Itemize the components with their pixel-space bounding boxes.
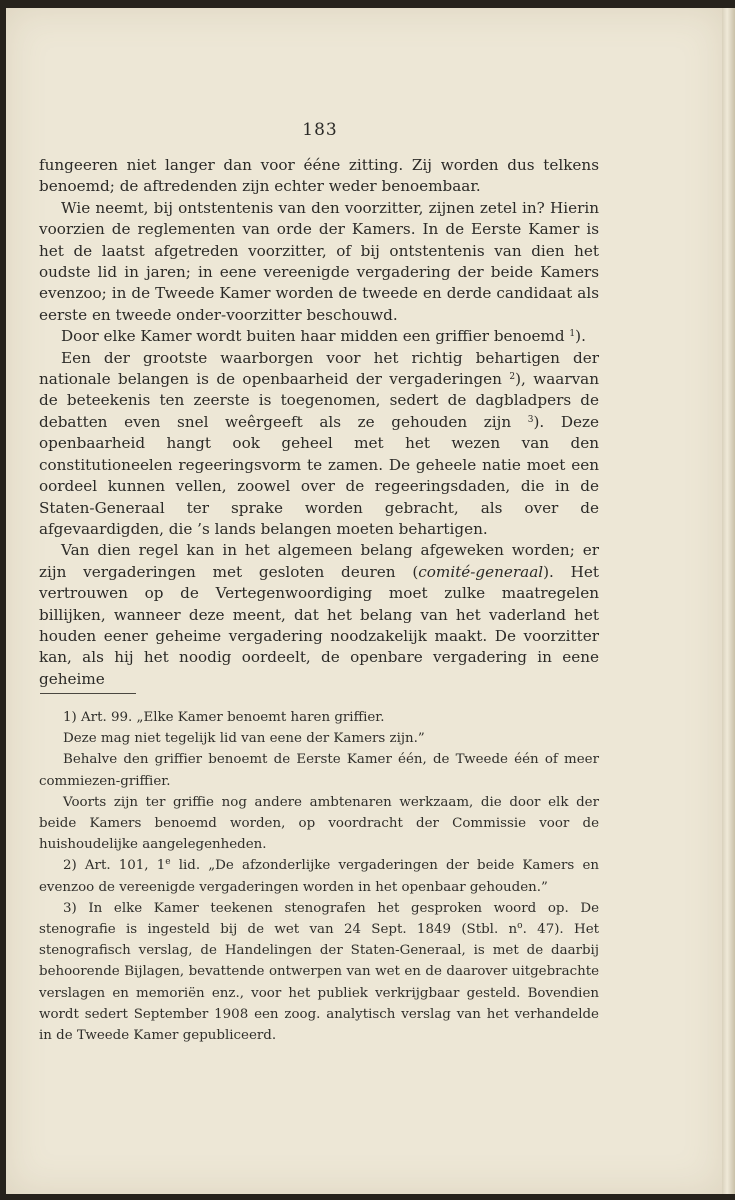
footnote-3-text-b: . 47). Het stenografisch verslag, de Handelingen der Staten-Generaal, is met de daarbij behoorende Bijlagen, bevattende ontwerpen van wet en de daarover uitgebrachte verslagen en memoriën enz., voor het publiek verkrijgbaar gesteld. Bovendien wordt sedert September 1908 een zoog. analytisch verslag van het verhandelde in de Tweede Kamer gepubliceerd.: [39, 922, 599, 1044]
paragraph-2: Wie neemt, bij ontstentenis van den voorzitter, zijnen zetel in? Hierin voorzien de reglementen van orde der Kamers. In de Eerste Kamer is het de laatst afgetreden voorzitter, of bij ontstentenis van dien het oudste lid in jaren; in eene vereenigde vergadering der beide Kamers evenzoo; in de Tweede Kamer worden de tweede en derde candidaat als eerste en tweede onder-voorzitter beschouwd.: [39, 198, 599, 324]
paragraph-3-text: Door elke Kamer wordt buiten haar midden een griffier benoemd: [61, 327, 565, 346]
paragraph-4-text-a: Een der grootste waarborgen voor het richtig behartigen der nationale belangen is de openbaarheid der vergaderingen: [39, 348, 599, 389]
footnote-1-line-2: Deze mag niet tegelijk lid van eene der Kamers zijn.”: [63, 731, 425, 747]
paragraph-5-italic: comité-generaal: [418, 562, 544, 581]
footnote-divider: [40, 693, 136, 694]
body-text: [39, 155, 599, 690]
paragraph-4: [39, 348, 599, 541]
paragraph-5-text-a: Van dien regel kan in het algemeen belang afgeweken worden; er zijn vergaderingen met gesloten deuren (: [39, 541, 599, 581]
paragraph-4-text-b: ), waarvan de beteekenis ten zeerste is toegenomen, sedert de dagbladpers de debatten even snel weêrgeeft als ze gehouden zijn: [39, 370, 600, 431]
paragraph-5-text-b: ). Het vertrouwen op de Vertegenwoordiging moet zulke maatregelen billijken, wanneer deze meent, dat het belang van het vaderland het houden eener geheime vergadering noodzakelijk maakt. De voorzitter kan, als hij het noodig oordeelt, de openbare vergadering in eene geheime: [39, 562, 599, 688]
footnote-3-sup: o: [517, 921, 523, 932]
footnotes: [39, 707, 599, 1046]
page-number: 183: [302, 120, 338, 140]
footnote-2: [39, 855, 599, 897]
paragraph-1: fungeeren niet langer dan voor ééne zitting. Zij worden dus telkens benoemd; de aftredenden zijn echter weder benoembaar.: [39, 156, 599, 196]
footnote-ref-3: 3: [527, 414, 534, 425]
footnote-2-text-a: 2) Art. 101, 1: [63, 858, 166, 874]
footnote-ref-2: 2: [509, 372, 516, 383]
paragraph-5: [39, 540, 599, 690]
footnote-3-text-a: 3) In elke Kamer teekenen stenografen het gesproken woord op. De stenografie is ingesteld bij de wet van 24 Sept. 1849 (Stbl. n: [39, 900, 599, 938]
paragraph-3-end: ).: [575, 327, 586, 346]
footnote-ref-1: 1: [569, 329, 576, 340]
page-edge: [722, 8, 735, 1194]
footnote-2-sup: e: [165, 857, 171, 868]
footnote-3: [39, 898, 599, 1046]
footnote-1-line-1: 1) Art. 99. „Elke Kamer benoemt haren griffier.: [63, 710, 385, 725]
footnote-1-line-3: Behalve den griffier benoemt de Eerste Kamer één, de Tweede één of meer commiezen-griffier.: [39, 752, 599, 789]
paragraph-3: [39, 326, 599, 347]
footnote-2-text-b: lid. „De afzonderlijke vergaderingen der beide Kamers en evenzoo de vereenigde vergaderingen worden in het openbaar gehouden.”: [39, 858, 599, 895]
paragraph-4-text-c: ). Deze openbaarheid hangt ook geheel met het wezen van den constitutioneelen regeeringsvorm te zamen. De geheele natie moet een oordeel kunnen vellen, zoowel over de regeeringsdaden, die in de Staten-Generaal ter sprake worden gebracht, als over de afgevaardigden, die ’s lands belangen moeten behartigen.: [39, 412, 600, 538]
footnote-1-line-4: Voorts zijn ter griffie nog andere ambtenaren werkzaam, die door elk der beide Kamers benoemd worden, op voordracht der Commissie voor de huishoudelijke aangelegenheden.: [39, 794, 599, 853]
